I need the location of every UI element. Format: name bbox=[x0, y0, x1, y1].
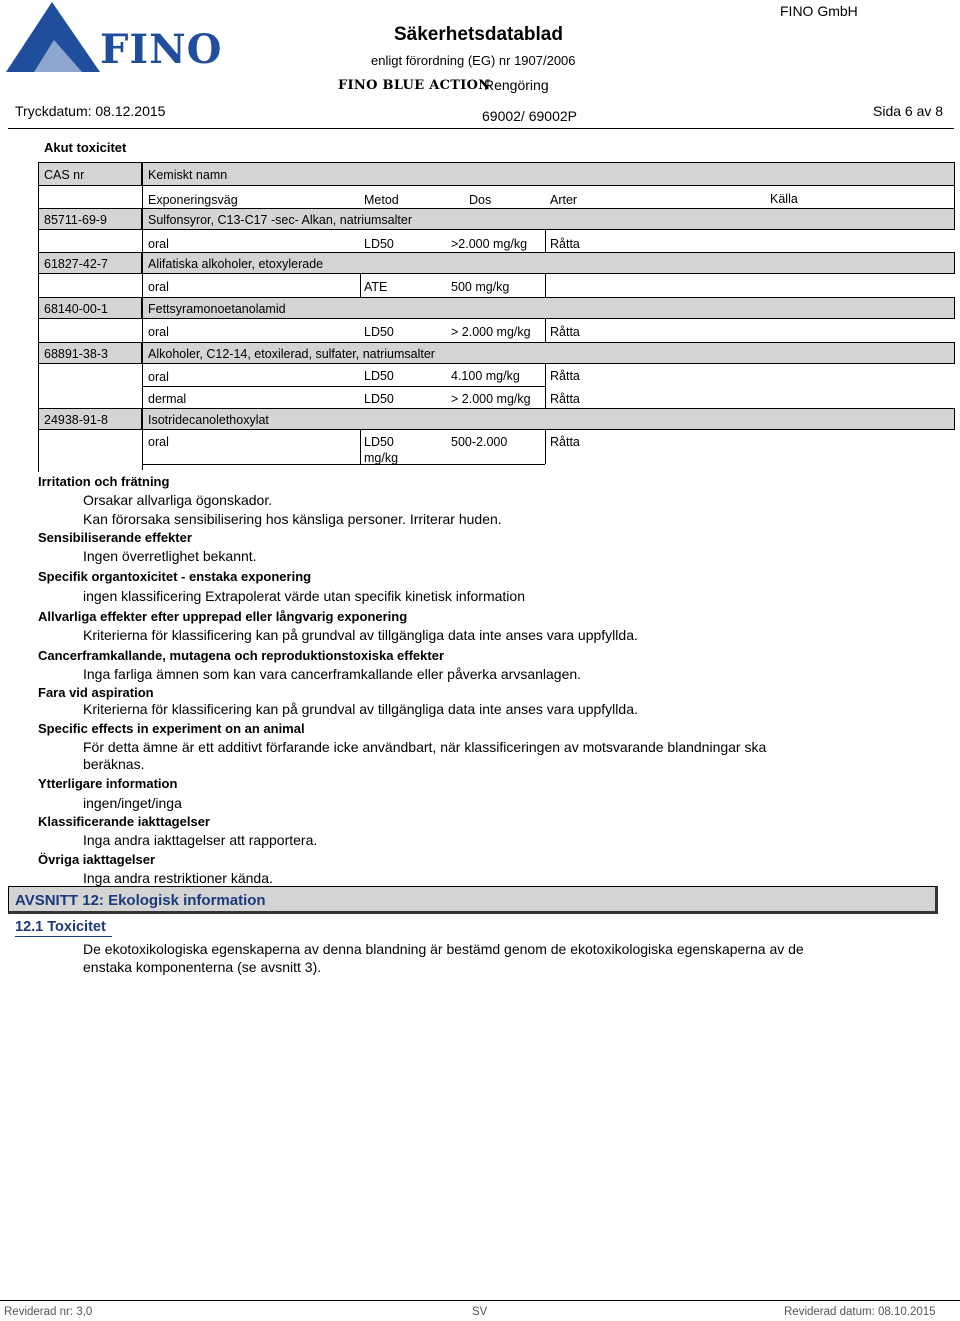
other-obs-heading: Övriga iakttagelser bbox=[38, 852, 156, 867]
col-species: Arter bbox=[550, 193, 578, 207]
section-12-banner bbox=[8, 886, 938, 914]
row-method: LD50 bbox=[364, 392, 394, 406]
col-method: Metod bbox=[364, 193, 399, 207]
row-dose: >2.000 mg/kg bbox=[451, 237, 528, 251]
substance-cas: 68891-38-3 bbox=[44, 347, 108, 361]
table-method-border bbox=[360, 274, 361, 297]
product-name: Rengöring bbox=[484, 77, 549, 93]
row-method: LD50 bbox=[364, 369, 394, 383]
document-title: Säkerhetsdatablad bbox=[394, 24, 563, 45]
logo-text: FINO bbox=[100, 26, 223, 73]
toxicity-text-1: De ekotoxikologiska egenskaperna av denna blandning är bestämd genom de ekotoxikologiska egenskaperna av de bbox=[83, 941, 804, 957]
article-number: 69002/ 69002P bbox=[482, 108, 577, 124]
table-cell-border bbox=[545, 430, 546, 464]
col-name: Kemiskt namn bbox=[148, 168, 228, 182]
aspiration-heading: Fara vid aspiration bbox=[38, 685, 154, 700]
language-code: SV bbox=[472, 1306, 488, 1318]
table-header-name bbox=[142, 162, 955, 186]
row-dose: > 2.000 mg/kg bbox=[451, 325, 531, 339]
stot-single-heading: Specifik organtoxicitet - enstaka exponering bbox=[38, 569, 312, 584]
footer bbox=[0, 1300, 960, 1321]
irritation-heading: Irritation och frätning bbox=[38, 474, 170, 489]
stot-single-text: ingen klassificering Extrapolerat värde utan specifik kinetisk information bbox=[83, 588, 525, 604]
row-species: Råtta bbox=[550, 325, 580, 339]
acute-toxicity-heading: Akut toxicitet bbox=[44, 140, 127, 155]
row-method: LD50 bbox=[364, 325, 394, 339]
col-route: Exponeringsväg bbox=[148, 193, 238, 207]
row-species: Råtta bbox=[550, 435, 580, 449]
sensitisation-text: Ingen överretlighet bekannt. bbox=[83, 548, 257, 564]
row-dose: > 2.000 mg/kg bbox=[451, 392, 531, 406]
stot-repeated-text: Kriterierna för klassificering kan på grundval av tillgängliga data inte anses vara uppfyllda. bbox=[83, 627, 638, 643]
col-cas: CAS nr bbox=[44, 168, 85, 182]
irritation-text-2: Kan förorsaka sensibilisering hos känsliga personer. Irriterar huden. bbox=[83, 511, 502, 527]
substance-name: Fettsyramonoetanolamid bbox=[148, 302, 286, 316]
stot-repeated-heading: Allvarliga effekter efter upprepad eller långvarig exponering bbox=[38, 609, 408, 624]
row-route: oral bbox=[148, 280, 169, 294]
header-divider bbox=[8, 128, 954, 129]
animal-effects-text-1: För detta ämne är ett additivt förfarande icke användbart, när klassificeringen av motsvarande blandningar ska bbox=[83, 739, 767, 755]
other-obs-text: Inga andra restriktioner kända. bbox=[83, 870, 273, 886]
table-cell-border bbox=[545, 319, 546, 342]
substance-cas: 85711-69-9 bbox=[44, 213, 108, 227]
row-method: ATE bbox=[364, 280, 388, 294]
row-route: oral bbox=[148, 435, 169, 449]
table-right-border bbox=[954, 186, 955, 208]
classifying-obs-heading: Klassificerande iakttagelser bbox=[38, 814, 210, 829]
section-12-title: AVSNITT 12: Ekologisk information bbox=[15, 892, 266, 909]
table-cell-border bbox=[142, 386, 545, 387]
row-dose: 500 mg/kg bbox=[451, 280, 510, 294]
further-info-text: ingen/inget/inga bbox=[83, 795, 182, 811]
cmr-text: Inga farliga ämnen som kan vara cancerframkallande eller påverka arvsanlagen. bbox=[83, 666, 582, 682]
page-number: Sida 6 av 8 bbox=[873, 103, 944, 119]
row-method: LD50 bbox=[364, 237, 394, 251]
table-cell-border bbox=[545, 230, 546, 252]
row-route: oral bbox=[148, 237, 169, 251]
row-species: Råtta bbox=[550, 392, 580, 406]
row-route: oral bbox=[148, 370, 169, 384]
classifying-obs-text: Inga andra iakttagelser att rapportera. bbox=[83, 832, 318, 848]
table-cell-border bbox=[142, 464, 545, 465]
animal-effects-heading: Specific effects in experiment on an animal bbox=[38, 721, 305, 736]
section-12-1-underline bbox=[15, 936, 112, 937]
col-dose: Dos bbox=[469, 193, 492, 207]
substance-cas: 24938-91-8 bbox=[44, 413, 108, 427]
substance-cas: 68140-00-1 bbox=[44, 302, 108, 316]
row-method-unit: mg/kg bbox=[364, 451, 399, 465]
row-route: dermal bbox=[148, 392, 187, 406]
table-cell-border bbox=[545, 364, 546, 408]
sensitisation-heading: Sensibiliserande effekter bbox=[38, 530, 192, 545]
row-species: Råtta bbox=[550, 237, 580, 251]
row-dose: 500-2.000 bbox=[451, 435, 508, 449]
revision-number: Reviderad nr: 3,0 bbox=[4, 1306, 93, 1318]
table-species-border bbox=[545, 274, 546, 297]
revised-date: Reviderad datum: 08.10.2015 bbox=[784, 1306, 936, 1318]
toxicity-text-2: enstaka komponenterna (se avsnitt 3). bbox=[83, 959, 322, 975]
document-subtitle: enligt förordning (EG) nr 1907/2006 bbox=[371, 53, 576, 68]
col-source: Källa bbox=[770, 192, 798, 206]
further-info-heading: Ytterligare information bbox=[38, 776, 178, 791]
substance-name: Alifatiska alkoholer, etoxylerade bbox=[148, 257, 324, 271]
substance-name: Isotridecanolethoxylat bbox=[148, 413, 269, 427]
company-name: FINO GmbH bbox=[780, 3, 858, 19]
substance-name: Alkoholer, C12-14, etoxilerad, sulfater, natriumsalter bbox=[148, 347, 435, 361]
substance-name: Sulfonsyror, C13-C17 -sec- Alkan, natriumsalter bbox=[148, 213, 412, 227]
table-cell-border bbox=[360, 430, 361, 464]
row-species: Råtta bbox=[550, 369, 580, 383]
row-route: oral bbox=[148, 325, 169, 339]
row-dose: 4.100 mg/kg bbox=[451, 369, 520, 383]
company-logo bbox=[4, 0, 223, 74]
product-brand: FINO BLUE ACTION bbox=[338, 78, 491, 93]
animal-effects-text-2: beräknas. bbox=[83, 756, 145, 772]
irritation-text-1: Orsakar allvarliga ögonskador. bbox=[83, 492, 273, 508]
table-left-border bbox=[38, 162, 39, 472]
cmr-heading: Cancerframkallande, mutagena och reproduktionstoxiska effekter bbox=[38, 648, 445, 663]
row-method: LD50 bbox=[364, 435, 394, 449]
table-route-border bbox=[142, 186, 143, 470]
substance-cas: 61827-42-7 bbox=[44, 257, 108, 271]
print-date: Tryckdatum: 08.12.2015 bbox=[15, 103, 166, 119]
section-12-1-heading: 12.1 Toxicitet bbox=[15, 919, 106, 935]
aspiration-text: Kriterierna för klassificering kan på grundval av tillgängliga data inte anses vara uppfyllda. bbox=[83, 701, 638, 717]
